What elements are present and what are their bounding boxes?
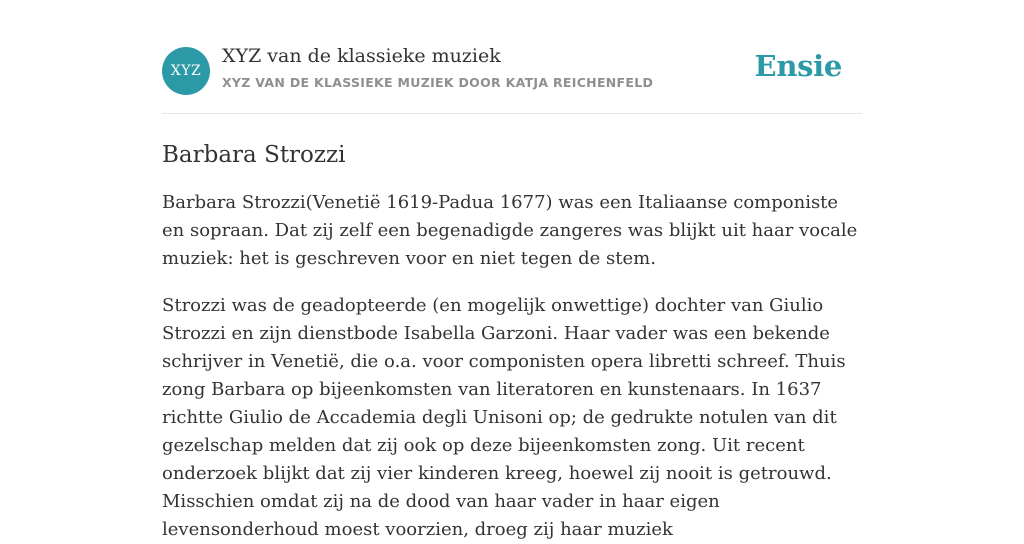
article-title: Barbara Strozzi	[162, 142, 346, 168]
site-avatar[interactable]: XYZ	[162, 47, 210, 95]
article-paragraph: Barbara Strozzi(Venetië 1619-Padua 1677) was een Italiaanse componiste en sopraan. Dat zij zelf een begenadigde zangeres was blijkt uit haar vocale muziek: het is geschreven voor en niet tegen de stem.	[162, 192, 858, 269]
article-paragraph: Strozzi was de geadopteerde (en mogelijk onwettige) dochter van Giulio Strozzi en zijn dienstbode Isabella Garzoni. Haar vader was een bekende schrijver in Venetië, die o.a. voor componisten opera libretti schreef. Thuis zong Barbara op bijeenkomsten van literatoren en kunstenaars. In 1637 richtte Giulio de Accademia degli Unisoni op; de gedrukte notulen van dit gezelschap melden dat zij ook op deze bijeenkomsten zong. Uit recent onderzoek blijkt dat zij vier kinderen kreeg, hoewel zij nooit is getrouwd. Misschien omdat zij na de dood van haar vader in haar eigen levensonderhoud moest voorzien, droeg zij haar muziek	[162, 295, 846, 540]
site-header	[162, 0, 862, 114]
site-title[interactable]: XYZ van de klassieke muziek	[222, 45, 501, 67]
page	[162, 0, 862, 544]
ensie-logo-link[interactable]: Ensie	[754, 49, 842, 83]
site-subtitle: XYZ VAN DE KLASSIEKE MUZIEK DOOR KATJA REICHENFELD	[222, 75, 654, 90]
article-body	[162, 189, 862, 544]
